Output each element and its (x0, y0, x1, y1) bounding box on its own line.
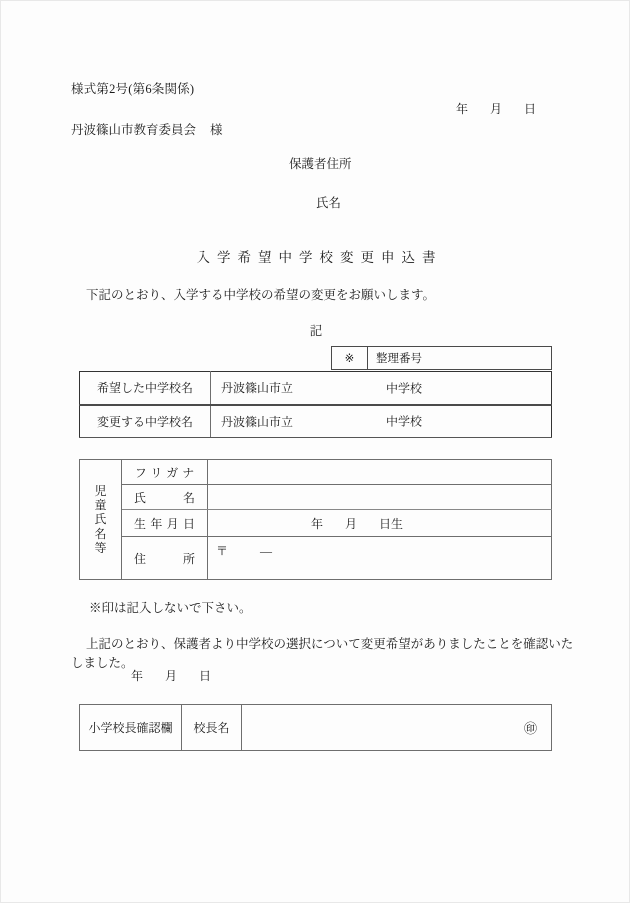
form-number: 様式第2号(第6条関係) (71, 82, 195, 96)
vlabel-char: 等 (94, 540, 107, 555)
birthdate-input[interactable] (208, 510, 552, 537)
principal-name-label: 校長名 (182, 705, 242, 751)
desired-school-label: 希望した中学校名 (80, 372, 211, 405)
date-day-label: 日 (524, 102, 537, 116)
reference-number-label: 整理番号 (376, 353, 422, 365)
date-line-bottom (131, 667, 211, 684)
date-year-label: 年 (456, 102, 469, 116)
postal-code-fields (216, 538, 550, 559)
vlabel-char: 童 (94, 498, 107, 513)
guardian-name-label: 氏名 (316, 196, 342, 210)
table-row (80, 510, 552, 537)
vlabel-char: 児 (94, 484, 107, 499)
changed-school-suffix: 中学校 (386, 414, 423, 429)
desired-school-city: 丹波篠山市立 (221, 381, 294, 396)
birthdate-fields (216, 517, 403, 531)
birth-year-label: 年 (311, 516, 324, 531)
bottom-date-year-label: 年 (131, 669, 144, 683)
desired-school-suffix: 中学校 (386, 381, 423, 396)
changed-school-city: 丹波篠山市立 (221, 414, 294, 429)
principal-name-input[interactable] (242, 705, 552, 751)
asterisk-icon: ※ (332, 347, 368, 369)
bottom-date-day-label: 日 (199, 669, 212, 683)
changed-school-label: 変更する中学校名 (80, 405, 211, 438)
vlabel-char: 氏 (94, 512, 107, 527)
child-name-label: 氏名 (122, 485, 208, 510)
seal-icon: ㊞ (523, 721, 537, 736)
addressee-name: 丹波篠山市教育委員会 (71, 123, 197, 137)
changed-school-field[interactable] (211, 405, 552, 438)
address-input[interactable] (208, 537, 552, 580)
postal-dash: ― (260, 544, 273, 558)
asterisk-note: ※印は記入しないで下さい。 (89, 601, 252, 615)
intro-text: 下記のとおり、入学する中学校の希望の変更をお願いします。 (86, 288, 436, 302)
table-row (80, 372, 552, 405)
date-month-label: 月 (490, 102, 503, 116)
reference-number-box (331, 346, 552, 370)
school-choice-table (79, 371, 552, 438)
table-row (80, 405, 552, 438)
child-info-table (79, 459, 552, 580)
bottom-date-month-label: 月 (165, 669, 178, 683)
address-label: 住所 (122, 537, 208, 580)
table-row (80, 705, 552, 751)
addressee-line (71, 120, 223, 138)
principal-confirmation-table (79, 704, 552, 751)
postal-mark-icon: 〒 (216, 544, 229, 558)
table-row (80, 537, 552, 580)
child-info-vertical-label (80, 460, 122, 580)
addressee-honorific: 様 (210, 123, 223, 137)
birth-day-label: 日生 (379, 516, 404, 531)
guardian-address-label: 保護者住所 (289, 157, 352, 171)
vlabel-char: 名 (94, 526, 107, 541)
date-line-top (456, 100, 536, 117)
birth-month-label: 月 (345, 516, 358, 531)
table-row (80, 485, 552, 510)
ki-marker: 記 (309, 324, 323, 338)
desired-school-field[interactable] (211, 372, 552, 405)
furigana-label: フリガナ (122, 460, 208, 485)
confirmation-text-line2: しました。 (71, 656, 134, 670)
table-row (80, 460, 552, 485)
confirmation-text-line1: 上記のとおり、保護者より中学校の選択について変更希望がありましたことを確認いた (86, 637, 574, 651)
child-name-input[interactable] (208, 485, 552, 510)
furigana-input[interactable] (208, 460, 552, 485)
birthdate-label: 生年月日 (122, 510, 208, 537)
page-title: 入学希望中学校変更申込書 (196, 250, 443, 265)
principal-confirm-label: 小学校長確認欄 (80, 705, 182, 751)
